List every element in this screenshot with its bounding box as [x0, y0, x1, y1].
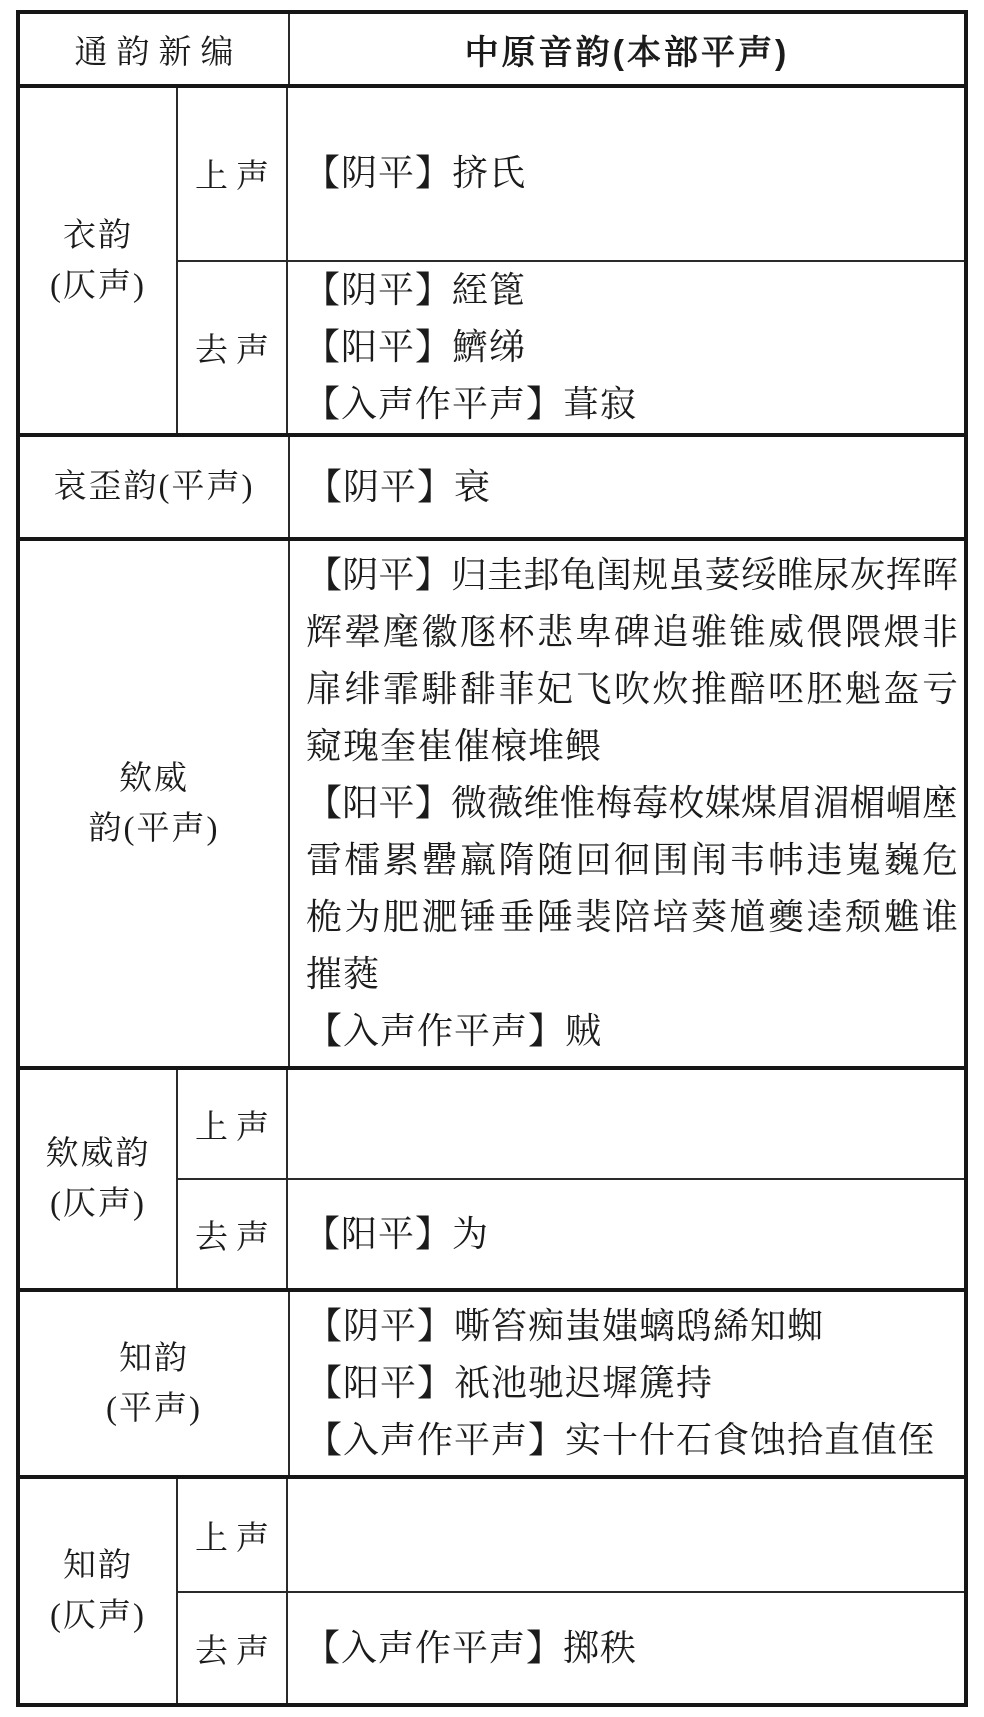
- group-label-line: 哀歪韵(平声): [53, 469, 255, 505]
- group-label-line: (仄声): [50, 1598, 146, 1634]
- group-label-line: 衣韵: [63, 217, 133, 254]
- entry-line: 窥瑰奎崔催榱堆鳂: [306, 726, 603, 766]
- group-label-zhi-ping: [20, 1292, 290, 1475]
- entry-line: 摧蕤: [306, 954, 381, 994]
- header-tongyun-xinbian: 通韵新编: [20, 14, 290, 84]
- group-label-line: 欸威: [119, 760, 189, 797]
- subrow-shangsheng: [178, 88, 964, 260]
- entry-cell: [290, 541, 964, 1066]
- subrow-qusheng: [178, 1178, 964, 1288]
- entry-cell: [288, 1180, 964, 1288]
- entry-line: 【入声作平声】实十什石食蚀拾直值侄: [306, 1420, 936, 1460]
- group-label-line: 欸威韵: [45, 1136, 151, 1172]
- tone-cell-shangsheng: 上声: [178, 1070, 288, 1178]
- group-row-eiwei-ping: [20, 537, 964, 1066]
- subrow-qusheng: [178, 260, 964, 434]
- tone-cell-qusheng: 去声: [178, 1180, 288, 1288]
- group-row-aiwai-ping: [20, 433, 964, 537]
- subrow-shangsheng: [178, 1070, 964, 1178]
- tone-cell-shangsheng: 上声: [178, 1479, 288, 1591]
- entry-line: 【阴平】挤氏: [304, 153, 527, 194]
- entry-line: 【阴平】归圭邽龟闺规虽荽绥睢尿灰挥晖: [306, 555, 958, 595]
- group-label-zhi-ze: [20, 1479, 178, 1703]
- entry-line: 【阴平】絰篦: [304, 269, 527, 310]
- entry-cell-empty: [288, 1070, 964, 1178]
- tone-cell-qusheng: 去声: [178, 1593, 288, 1703]
- tone-cell-shangsheng: 上声: [178, 88, 288, 260]
- group-label-line: 知韵: [119, 1340, 189, 1377]
- tone-cell-qusheng: 去声: [178, 262, 288, 434]
- entry-line: 扉绯霏騑馡菲妃飞吹炊推醅呸胚魁盔亏: [306, 669, 958, 709]
- entry-line: 【入声作平声】贼: [306, 1011, 603, 1051]
- entry-cell: [290, 437, 964, 537]
- group-label-line: (平声): [106, 1390, 202, 1427]
- entry-line: 【阳平】祇池驰迟墀篪持: [306, 1363, 714, 1403]
- group-row-yi-ze: [20, 84, 964, 433]
- entry-line: 【阳平】鱭绨: [304, 326, 527, 367]
- group-label-line: 知韵: [63, 1548, 133, 1584]
- group-label-eiwei-ze: [20, 1070, 178, 1288]
- group-label-aiwai-ping: [20, 437, 290, 537]
- entry-line: 雷檑累罍羸隋随回徊围闱韦帏违嵬巍危: [306, 840, 958, 880]
- entry-line: 【阳平】微薇维惟梅莓枚媒煤眉湄楣嵋塺: [306, 783, 958, 823]
- entry-cell: [288, 88, 964, 260]
- group-label-line: (仄声): [50, 1186, 146, 1222]
- group-label-eiwei-ping: [20, 541, 290, 1066]
- rhyme-comparison-table: [16, 10, 968, 1707]
- subrow-qusheng: [178, 1591, 964, 1703]
- group-label-line: 韵(平声): [88, 810, 220, 847]
- entry-cell: [290, 1292, 964, 1475]
- entry-line: 【阴平】衰: [306, 466, 492, 507]
- entry-line: 辉翚麾徽豗杯悲卑碑追骓锥威偎隈煨非: [306, 612, 958, 652]
- group-row-eiwei-ze: [20, 1066, 964, 1288]
- entry-line: 【阴平】嘶笞痴蚩媸螭鸱絺知蜘: [306, 1306, 825, 1346]
- group-label-yi-ze: [20, 88, 178, 433]
- entry-line: 桅为肥淝锤垂陲裴陪培葵馗夔逵颓魋谁: [306, 897, 958, 937]
- entry-cell-empty: [288, 1479, 964, 1591]
- header-row: [20, 14, 964, 84]
- entry-line: 【阳平】为: [304, 1213, 490, 1254]
- entry-cell: [288, 1593, 964, 1703]
- entry-line: 【入声作平声】掷秩: [304, 1627, 638, 1668]
- header-zhongyuan-yinyun: 中原音韵(本部平声): [464, 33, 790, 72]
- group-row-zhi-ping: [20, 1288, 964, 1475]
- group-row-zhi-ze: [20, 1475, 964, 1703]
- entry-cell: [288, 262, 964, 434]
- group-label-line: (仄声): [50, 267, 146, 304]
- subrow-shangsheng: [178, 1479, 964, 1591]
- entry-line: 【入声作平声】葺寂: [304, 383, 638, 424]
